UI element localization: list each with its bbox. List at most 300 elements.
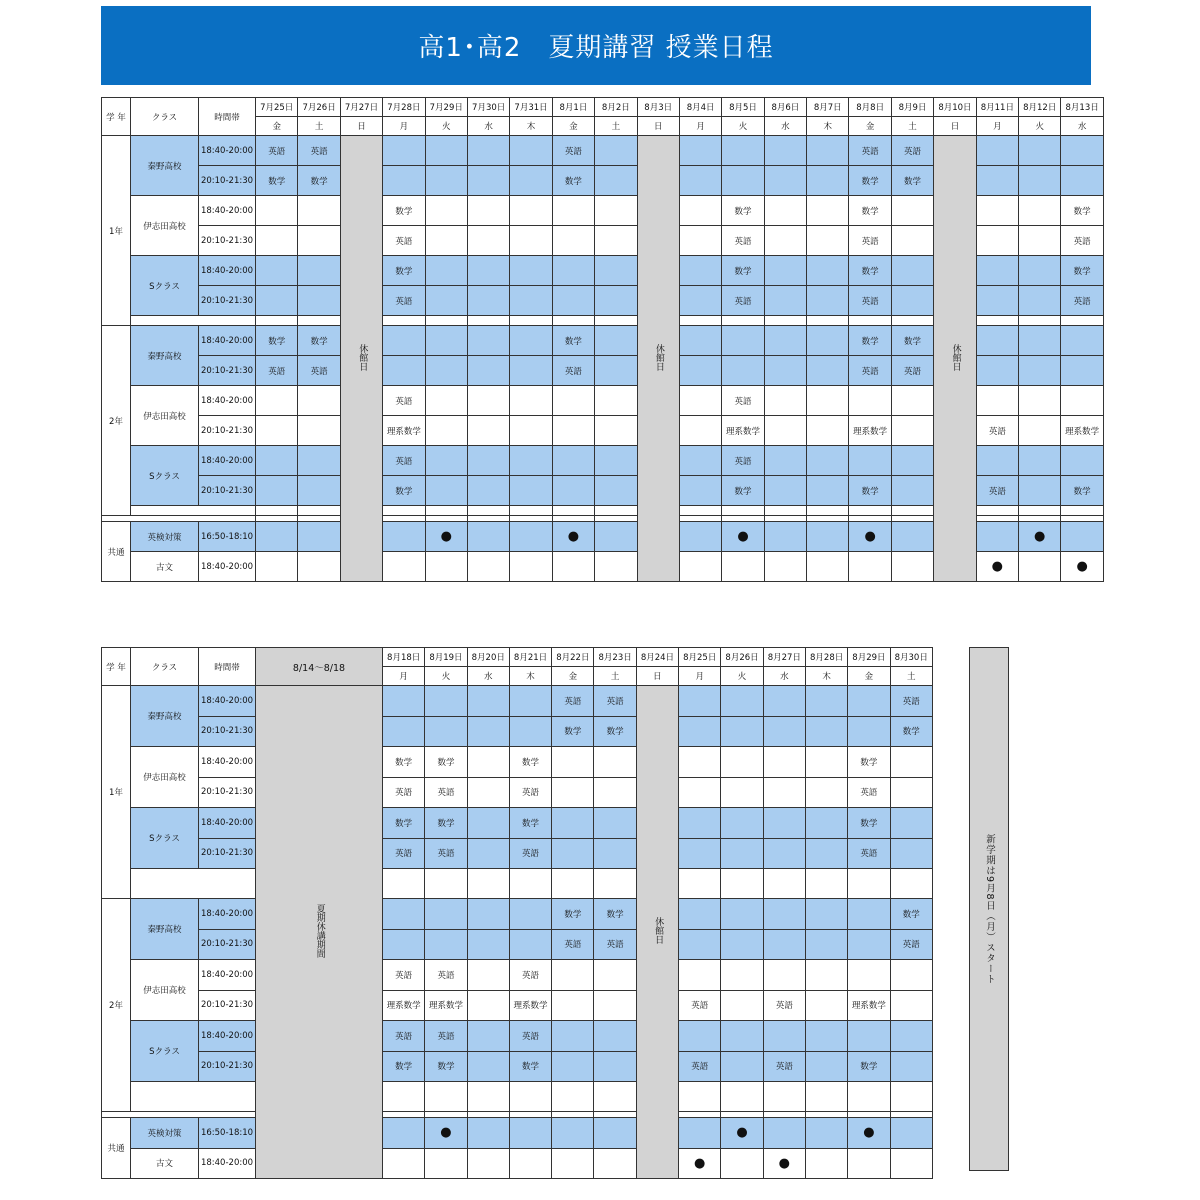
spacer-cell <box>890 869 932 899</box>
spacer-cell <box>848 1082 890 1112</box>
session-dot <box>679 1148 721 1179</box>
lesson-cell <box>763 716 805 747</box>
spacer-cell <box>425 506 467 516</box>
lesson-cell <box>679 1021 721 1052</box>
session-dot-mark: ● <box>440 529 452 544</box>
time-slot: 20:10-21:30 <box>199 356 256 386</box>
table-row <box>102 838 933 869</box>
lesson-cell <box>467 386 509 416</box>
lesson-cell <box>594 747 636 778</box>
lesson-cell <box>425 356 467 386</box>
header-time: 時間帯 <box>199 648 256 686</box>
spacer-cell <box>1019 316 1061 326</box>
spacer-cell <box>849 316 891 326</box>
lesson-cell <box>679 476 721 506</box>
lesson-cell <box>891 416 933 446</box>
lesson-cell <box>256 476 298 506</box>
date-header: 8月27日 <box>763 648 805 667</box>
lesson-cell: 理系数学 <box>425 990 467 1021</box>
class-name: 伊志田高校 <box>131 196 199 256</box>
time-slot: 18:40-20:00 <box>199 899 256 930</box>
class-name: Sクラス <box>131 256 199 316</box>
lesson-cell <box>1061 356 1103 386</box>
spacer-cell <box>383 869 425 899</box>
lesson-cell: 英語 <box>891 136 933 166</box>
weekday-header: 火 <box>1019 117 1061 136</box>
closed-day-label: 休館日 <box>950 343 961 371</box>
table-row <box>102 960 933 991</box>
spacer-cell <box>764 316 806 326</box>
spacer-cell <box>805 869 847 899</box>
lesson-cell <box>721 747 763 778</box>
spacer-cell <box>1061 316 1103 326</box>
lesson-cell: 英語 <box>509 1021 551 1052</box>
lesson-cell: 数学 <box>848 1051 890 1082</box>
closed-day-cell <box>934 136 976 582</box>
lesson-cell <box>383 1118 425 1149</box>
lesson-cell: 数学 <box>890 899 932 930</box>
lesson-cell <box>763 1021 805 1052</box>
time-slot: 18:40-20:00 <box>199 1021 256 1052</box>
lesson-cell <box>805 929 847 960</box>
session-dot <box>721 1118 763 1149</box>
common-row <box>102 1148 933 1179</box>
lesson-cell: 英語 <box>594 929 636 960</box>
lesson-cell <box>807 136 849 166</box>
lesson-cell <box>848 1148 890 1179</box>
weekday-header: 日 <box>340 117 382 136</box>
lesson-cell <box>679 522 721 552</box>
closed-day-cell <box>340 136 382 582</box>
lesson-cell <box>594 1148 636 1179</box>
common-row <box>102 1118 933 1149</box>
weekday-header: 水 <box>467 667 509 686</box>
session-dot-mark: ● <box>991 559 1003 574</box>
date-header: 8月24日 <box>636 648 678 667</box>
lesson-cell <box>552 1148 594 1179</box>
session-dot <box>425 522 467 552</box>
lesson-cell <box>890 960 932 991</box>
lesson-cell <box>425 416 467 446</box>
lesson-cell: 理系数学 <box>383 990 425 1021</box>
spacer-cell <box>721 869 763 899</box>
date-header: 7月28日 <box>383 98 425 117</box>
lesson-cell <box>383 899 425 930</box>
lesson-cell <box>764 522 806 552</box>
spacer-row <box>102 869 933 899</box>
table-row <box>102 1051 933 1082</box>
lesson-cell: 英語 <box>679 990 721 1021</box>
lesson-cell <box>256 286 298 316</box>
lesson-cell <box>721 686 763 717</box>
lesson-cell <box>807 522 849 552</box>
lesson-cell: 数学 <box>383 476 425 506</box>
time-slot: 20:10-21:30 <box>199 226 256 256</box>
spacer-cell <box>891 316 933 326</box>
lesson-cell <box>594 1021 636 1052</box>
lesson-cell <box>467 777 509 808</box>
header-row-dates <box>102 98 1104 117</box>
spacer-cell <box>298 506 340 516</box>
session-dot <box>552 522 594 552</box>
date-header: 8月28日 <box>805 648 847 667</box>
lesson-cell <box>849 446 891 476</box>
lesson-cell <box>807 326 849 356</box>
lesson-cell <box>805 899 847 930</box>
session-dot-mark: ● <box>863 1125 875 1141</box>
lesson-cell: 理系数学 <box>1061 416 1103 446</box>
lesson-cell <box>256 256 298 286</box>
table-row <box>102 899 933 930</box>
lesson-cell: 英語 <box>425 838 467 869</box>
lesson-cell <box>679 899 721 930</box>
lesson-cell <box>764 136 806 166</box>
weekday-header: 土 <box>890 667 932 686</box>
table-row <box>102 808 933 839</box>
lesson-cell <box>595 522 637 552</box>
lesson-cell <box>467 960 509 991</box>
date-header: 7月29日 <box>425 98 467 117</box>
lesson-cell: 数学 <box>383 196 425 226</box>
lesson-cell: 数学 <box>425 747 467 778</box>
lesson-cell <box>976 256 1018 286</box>
lesson-cell <box>679 166 721 196</box>
spacer-cell <box>722 506 764 516</box>
lesson-cell <box>510 196 552 226</box>
lesson-cell <box>425 552 467 582</box>
lesson-cell: 数学 <box>848 747 890 778</box>
lesson-cell <box>467 446 509 476</box>
lesson-cell <box>805 838 847 869</box>
lesson-cell <box>425 716 467 747</box>
header-class: クラス <box>131 648 199 686</box>
lesson-cell <box>679 960 721 991</box>
lesson-cell <box>595 286 637 316</box>
lesson-cell: 数学 <box>552 326 594 356</box>
lesson-cell <box>763 686 805 717</box>
lesson-cell <box>1019 166 1061 196</box>
lesson-cell <box>467 476 509 506</box>
weekday-header: 水 <box>1061 117 1103 136</box>
lesson-cell <box>256 446 298 476</box>
spacer-cell <box>552 869 594 899</box>
lesson-cell <box>679 929 721 960</box>
session-dot <box>849 522 891 552</box>
lesson-cell <box>721 990 763 1021</box>
lesson-cell <box>298 256 340 286</box>
lesson-cell <box>679 136 721 166</box>
lesson-cell <box>383 356 425 386</box>
lesson-cell: 数学 <box>722 256 764 286</box>
time-slot: 18:40-20:00 <box>199 552 256 582</box>
lesson-cell <box>679 1118 721 1149</box>
lesson-cell <box>807 476 849 506</box>
lesson-cell: 英語 <box>509 838 551 869</box>
lesson-cell: 数学 <box>552 166 594 196</box>
lesson-cell <box>848 899 890 930</box>
class-name: Sクラス <box>131 1021 199 1082</box>
grade-label: 1年 <box>102 136 131 326</box>
lesson-cell: 英語 <box>891 356 933 386</box>
lesson-cell <box>509 929 551 960</box>
lesson-cell: 数学 <box>425 808 467 839</box>
session-dot-mark: ● <box>778 1155 790 1171</box>
lesson-cell <box>467 356 509 386</box>
lesson-cell <box>976 136 1018 166</box>
lesson-cell <box>256 386 298 416</box>
date-header: 8月11日 <box>976 98 1018 117</box>
spacer-cell <box>510 316 552 326</box>
lesson-cell <box>595 446 637 476</box>
lesson-cell <box>509 1118 551 1149</box>
lesson-cell: 英語 <box>425 777 467 808</box>
time-slot: 20:10-21:30 <box>199 838 256 869</box>
date-header: 7月27日 <box>340 98 382 117</box>
weekday-header: 金 <box>552 117 594 136</box>
header-row-dates <box>102 648 933 667</box>
lesson-cell <box>722 136 764 166</box>
weekday-header: 水 <box>764 117 806 136</box>
lesson-cell <box>595 552 637 582</box>
lesson-cell <box>976 286 1018 316</box>
date-header: 8月9日 <box>891 98 933 117</box>
lesson-cell: 英語 <box>849 286 891 316</box>
date-header: 7月26日 <box>298 98 340 117</box>
lesson-cell <box>679 446 721 476</box>
time-slot: 18:40-20:00 <box>199 386 256 416</box>
spacer-cell <box>594 869 636 899</box>
lesson-cell: 英語 <box>763 1051 805 1082</box>
time-slot: 20:10-21:30 <box>199 990 256 1021</box>
lesson-cell <box>679 356 721 386</box>
lesson-cell <box>679 747 721 778</box>
class-name: 伊志田高校 <box>131 747 199 808</box>
lesson-cell <box>425 386 467 416</box>
lesson-cell: 数学 <box>722 476 764 506</box>
weekday-header: 土 <box>595 117 637 136</box>
lesson-cell: 英語 <box>383 960 425 991</box>
lesson-cell <box>721 960 763 991</box>
date-header: 8月7日 <box>807 98 849 117</box>
lesson-cell <box>764 286 806 316</box>
date-header: 8月19日 <box>425 648 467 667</box>
lesson-cell <box>976 386 1018 416</box>
lesson-cell <box>890 1148 932 1179</box>
date-header: 8月13日 <box>1061 98 1103 117</box>
lesson-cell <box>1061 386 1103 416</box>
date-header: 8月6日 <box>764 98 806 117</box>
lesson-cell: 数学 <box>594 899 636 930</box>
weekday-header: 月 <box>976 117 1018 136</box>
closed-day-cell <box>637 136 679 582</box>
lesson-cell <box>552 552 594 582</box>
lesson-cell: 英語 <box>383 838 425 869</box>
lesson-cell <box>891 196 933 226</box>
lesson-cell <box>594 777 636 808</box>
lesson-cell <box>848 929 890 960</box>
weekday-header: 日 <box>637 117 679 136</box>
time-slot: 20:10-21:30 <box>199 777 256 808</box>
spacer-cell <box>722 316 764 326</box>
time-slot: 18:40-20:00 <box>199 136 256 166</box>
lesson-cell <box>891 552 933 582</box>
lesson-cell <box>595 356 637 386</box>
lesson-cell <box>383 136 425 166</box>
date-header: 8月30日 <box>890 648 932 667</box>
date-header: 8月26日 <box>721 648 763 667</box>
lesson-cell <box>298 522 340 552</box>
lesson-cell: 英語 <box>425 1021 467 1052</box>
lesson-cell <box>383 716 425 747</box>
lesson-cell: 数学 <box>891 326 933 356</box>
lesson-cell: 英語 <box>256 356 298 386</box>
lesson-cell <box>764 416 806 446</box>
lesson-cell <box>976 226 1018 256</box>
lesson-cell: 数学 <box>552 899 594 930</box>
lesson-cell: 数学 <box>256 326 298 356</box>
common-label: 共通 <box>102 522 131 582</box>
lesson-cell <box>552 476 594 506</box>
lesson-cell: 英語 <box>383 1021 425 1052</box>
lesson-cell: 数学 <box>722 196 764 226</box>
lesson-cell <box>298 226 340 256</box>
weekday-header: 木 <box>805 667 847 686</box>
class-name: 古文 <box>131 1148 199 1179</box>
weekday-header: 火 <box>425 667 467 686</box>
spacer-cell <box>595 506 637 516</box>
lesson-cell <box>764 386 806 416</box>
lesson-cell <box>805 990 847 1021</box>
session-dot-mark: ● <box>694 1155 706 1171</box>
lesson-cell <box>467 522 509 552</box>
lesson-cell: 英語 <box>976 416 1018 446</box>
grade-label: 1年 <box>102 686 131 899</box>
spacer-cell <box>552 506 594 516</box>
lesson-cell <box>467 136 509 166</box>
time-slot: 20:10-21:30 <box>199 929 256 960</box>
spacer-cell <box>848 869 890 899</box>
table-row <box>102 990 933 1021</box>
lesson-cell <box>764 256 806 286</box>
lesson-cell <box>763 747 805 778</box>
lesson-cell <box>425 1148 467 1179</box>
session-dot-mark: ● <box>736 1125 748 1141</box>
lesson-cell: 数学 <box>509 747 551 778</box>
spacer-cell <box>1061 506 1103 516</box>
lesson-cell <box>425 286 467 316</box>
lesson-cell: 英語 <box>552 136 594 166</box>
lesson-cell <box>976 326 1018 356</box>
date-header: 8月20日 <box>467 648 509 667</box>
lesson-cell: 数学 <box>383 1051 425 1082</box>
lesson-cell <box>721 899 763 930</box>
closed-day-label: 休館日 <box>357 343 368 371</box>
time-slot: 16:50-18:10 <box>199 1118 256 1149</box>
lesson-cell: 英語 <box>679 1051 721 1082</box>
spacer-cell <box>679 869 721 899</box>
lesson-cell: 英語 <box>425 960 467 991</box>
date-header: 8月3日 <box>637 98 679 117</box>
weekday-header: 土 <box>298 117 340 136</box>
table-row <box>102 929 933 960</box>
lesson-cell <box>1061 446 1103 476</box>
closed-day-label: 休館日 <box>653 917 664 944</box>
lesson-cell: 英語 <box>849 226 891 256</box>
lesson-cell <box>467 286 509 316</box>
lesson-cell <box>891 256 933 286</box>
lesson-cell <box>256 226 298 256</box>
lesson-cell <box>467 552 509 582</box>
lesson-cell: 英語 <box>976 476 1018 506</box>
lesson-cell: 数学 <box>1061 256 1103 286</box>
lesson-cell <box>891 386 933 416</box>
lesson-cell <box>552 808 594 839</box>
lesson-cell: 英語 <box>298 356 340 386</box>
grade-label: 2年 <box>102 899 131 1112</box>
lesson-cell <box>595 136 637 166</box>
lesson-cell <box>721 716 763 747</box>
lesson-cell <box>1019 256 1061 286</box>
lesson-cell <box>510 286 552 316</box>
page-title: 高1･高2 夏期講習 授業日程 <box>101 6 1091 85</box>
lesson-cell <box>467 166 509 196</box>
spacer-cell <box>510 506 552 516</box>
lesson-cell <box>890 1118 932 1149</box>
lesson-cell <box>552 777 594 808</box>
session-dot <box>1019 522 1061 552</box>
lesson-cell <box>890 990 932 1021</box>
date-header: 8月12日 <box>1019 98 1061 117</box>
lesson-cell <box>764 356 806 386</box>
date-header: 8月4日 <box>679 98 721 117</box>
lesson-cell: 英語 <box>256 136 298 166</box>
lesson-cell: 数学 <box>594 716 636 747</box>
time-slot: 18:40-20:00 <box>199 326 256 356</box>
spacer-cell <box>383 316 425 326</box>
lesson-cell: 英語 <box>383 386 425 416</box>
lesson-cell: 数学 <box>383 747 425 778</box>
lesson-cell: 理系数学 <box>383 416 425 446</box>
lesson-cell: 数学 <box>848 808 890 839</box>
lesson-cell <box>890 747 932 778</box>
date-header: 7月31日 <box>510 98 552 117</box>
date-header: 8月21日 <box>509 648 551 667</box>
class-name: 秦野高校 <box>131 899 199 960</box>
lesson-cell <box>679 552 721 582</box>
header-grade: 学 年 <box>102 648 131 686</box>
lesson-cell <box>298 286 340 316</box>
lesson-cell <box>805 1118 847 1149</box>
lesson-cell <box>890 838 932 869</box>
lesson-cell <box>467 1051 509 1082</box>
lesson-cell <box>721 1148 763 1179</box>
lesson-cell <box>764 226 806 256</box>
lesson-cell <box>890 1051 932 1082</box>
lesson-cell <box>1061 136 1103 166</box>
lesson-cell <box>510 522 552 552</box>
lesson-cell <box>256 522 298 552</box>
lesson-cell <box>256 552 298 582</box>
table-row <box>102 716 933 747</box>
weekday-header: 土 <box>891 117 933 136</box>
lesson-cell <box>679 716 721 747</box>
lesson-cell <box>595 226 637 256</box>
lesson-cell <box>805 808 847 839</box>
class-name: 伊志田高校 <box>131 960 199 1021</box>
lesson-cell <box>1019 446 1061 476</box>
lesson-cell: 英語 <box>722 386 764 416</box>
lesson-cell <box>807 226 849 256</box>
